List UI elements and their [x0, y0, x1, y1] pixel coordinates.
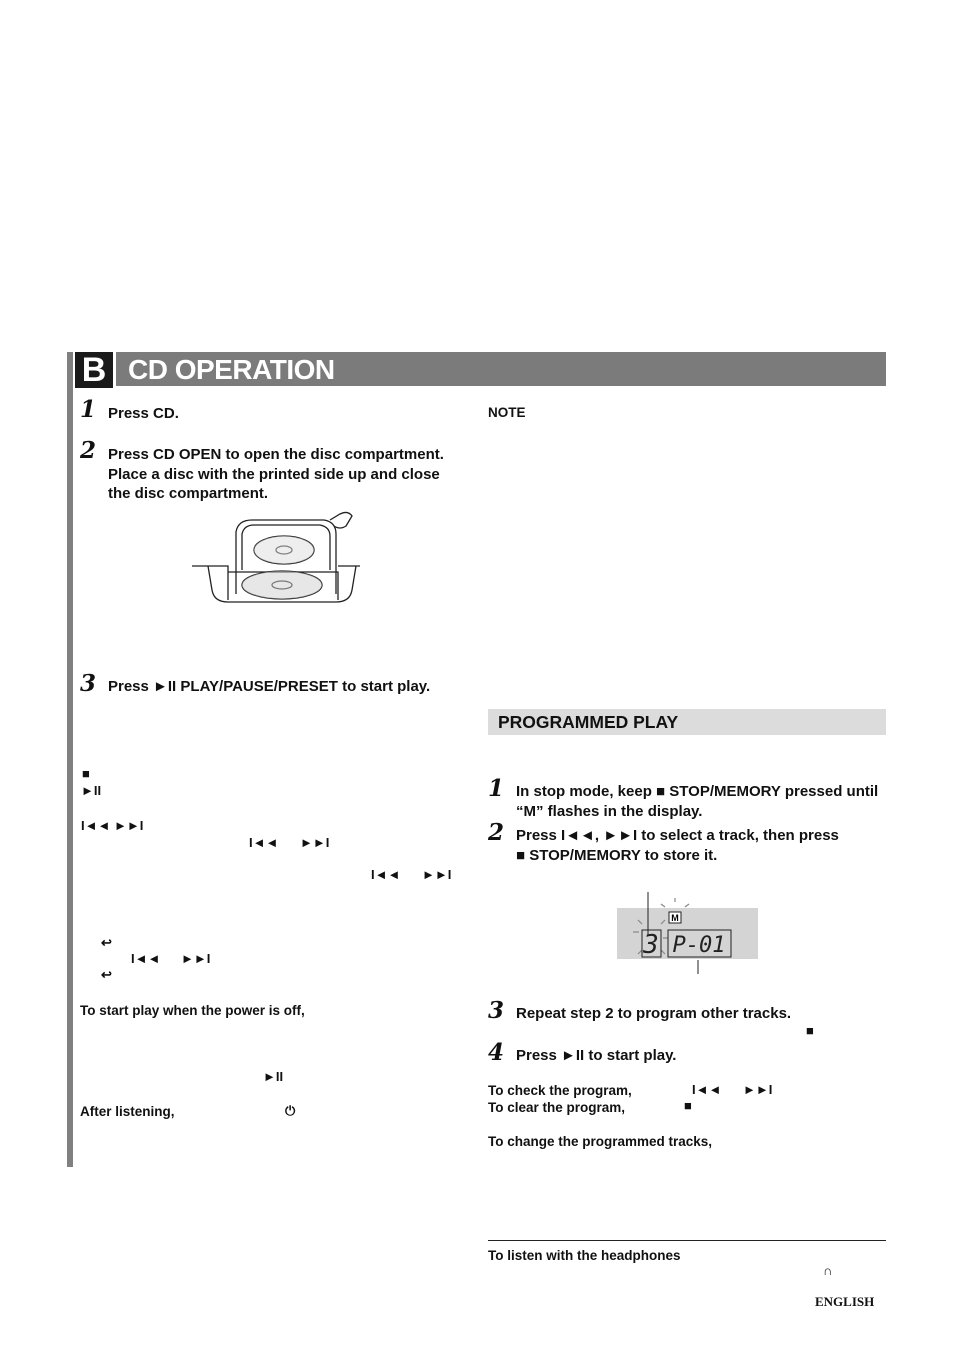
power-off-note: To start play when the power is off, — [80, 1003, 305, 1018]
step-number: 3 — [488, 997, 505, 1024]
skip-forward-icon: ►►I — [300, 835, 330, 850]
lcd-display-graphics — [615, 890, 760, 975]
step-number: 3 — [80, 670, 97, 697]
skip-back-icon: I◄◄ — [371, 867, 401, 882]
headphones-note: To listen with the headphones — [488, 1248, 681, 1263]
language-label: ENGLISH — [815, 1294, 875, 1309]
stop-icon: ■ — [656, 783, 666, 800]
skip-forward-icon: ►►I — [603, 827, 638, 844]
cd-player-illustration — [188, 510, 363, 610]
step-text: Press ►II to start play. — [516, 1047, 677, 1064]
skip-back-icon: I◄◄ — [561, 827, 595, 844]
step-text: In stop mode, keep ■ STOP/MEMORY pressed until “M” flashes in the display. — [516, 783, 879, 820]
stop-icon: ■ — [516, 846, 526, 864]
skip-back-icon: I◄◄ — [249, 835, 279, 850]
headphones-icon: ∩ — [823, 1263, 833, 1278]
section-sidebar-bar — [67, 352, 73, 1167]
stop-icon: ■ — [684, 1098, 692, 1113]
step-number: 4 — [488, 1039, 505, 1066]
after-listening-note: After listening, — [80, 1104, 175, 1119]
program-number: P-01 — [672, 933, 726, 958]
step-text: Repeat step 2 to program other tracks. — [516, 1005, 792, 1022]
play-pause-icon: ►II — [263, 1069, 284, 1084]
step-text: Press CD. — [108, 405, 179, 422]
step-number: 2 — [488, 819, 505, 846]
skip-back-icon: I◄◄ — [131, 951, 161, 966]
track-digit: 3 — [643, 930, 659, 960]
memory-indicator: M — [671, 913, 679, 923]
subsection-title: PROGRAMMED PLAY — [498, 712, 679, 732]
section-title: CD OPERATION — [128, 354, 335, 385]
repeat-icon: ↩ — [101, 935, 112, 950]
play-pause-icon: ►II — [81, 783, 102, 798]
note-heading: NOTE — [488, 405, 526, 420]
skip-back-icon: I◄◄ — [692, 1082, 722, 1097]
skip-forward-icon: ►►I — [422, 867, 452, 882]
clear-program-note: To clear the program, — [488, 1100, 626, 1115]
play-pause-icon: ►II — [561, 1047, 585, 1064]
stop-icon: ■ — [82, 766, 90, 781]
skip-icons: I◄◄ ►►I — [81, 818, 144, 833]
stop-icon: ■ — [806, 1023, 814, 1038]
step-text: Press CD OPEN to open the disc compartment. Place a disc with the printed side up and close the disc compartment. — [108, 446, 444, 502]
repeat-icon: ↩ — [101, 967, 112, 982]
check-program-note: To check the program, — [488, 1083, 632, 1098]
section-badge: B — [75, 352, 113, 388]
step-number: 2 — [80, 437, 97, 464]
divider — [488, 1240, 886, 1241]
step-number: 1 — [488, 775, 505, 802]
power-icon: ⏻ — [285, 1103, 296, 1118]
skip-forward-icon: ►►I — [181, 951, 211, 966]
change-program-note: To change the programmed tracks, — [488, 1134, 713, 1149]
step-text: Press ►II PLAY/PAUSE/PRESET to start play. — [108, 678, 431, 695]
step-number: 1 — [80, 396, 97, 423]
step-text: Press I◄◄, ►►I to select a track, then press ■ STOP/MEMORY to store it. — [516, 827, 839, 864]
play-pause-icon: ►II — [153, 678, 177, 695]
skip-forward-icon: ►►I — [743, 1082, 773, 1097]
